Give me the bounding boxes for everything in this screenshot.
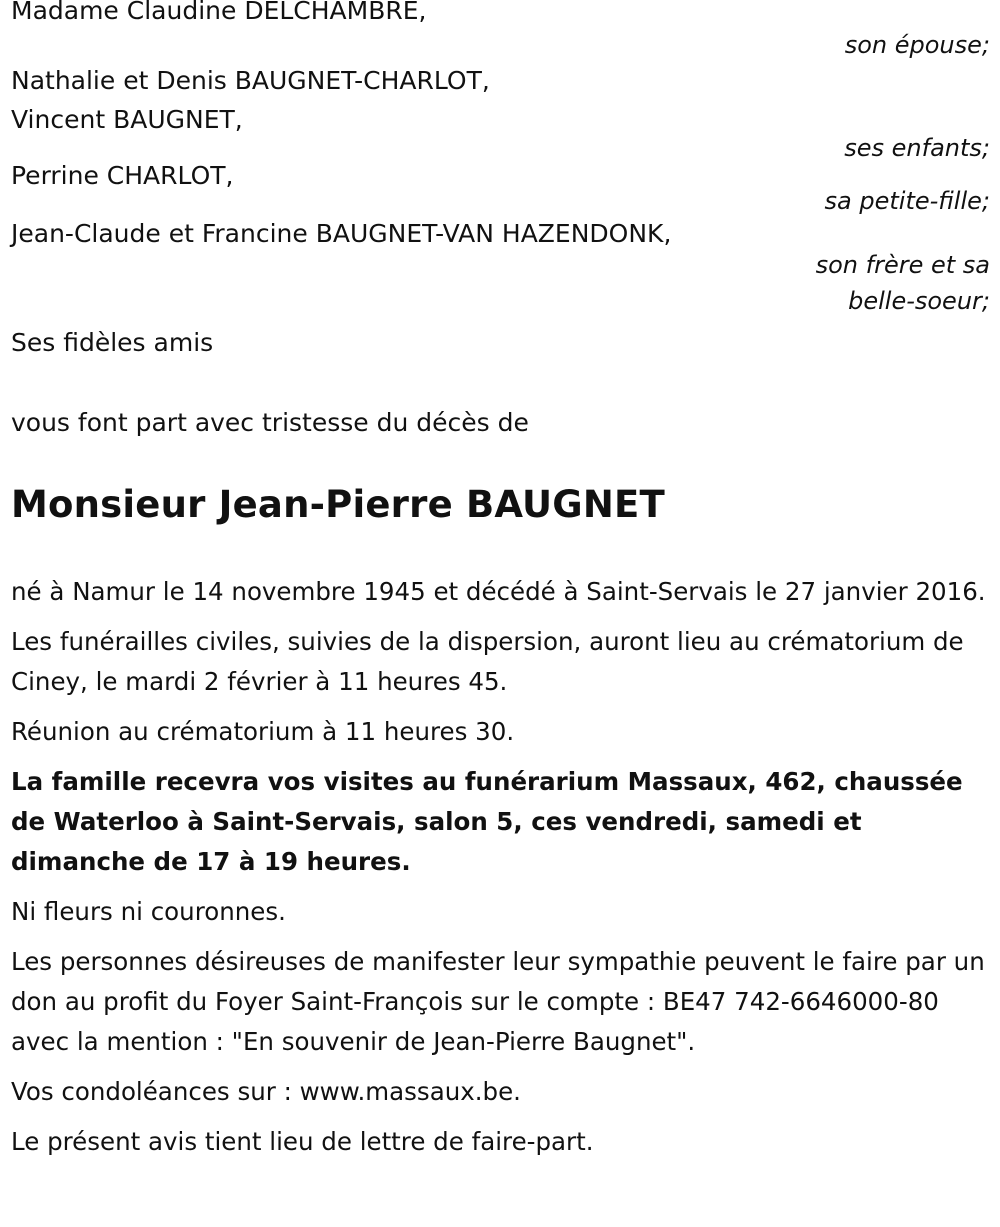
family-group-children (11, 62, 990, 162)
flowers-paragraph: Ni fleurs ni couronnes. (11, 897, 286, 926)
meeting-paragraph: Réunion au crématorium à 11 heures 30. (11, 717, 515, 746)
family-group-sibling (11, 215, 990, 319)
friends-line: Ses fidèles amis (11, 328, 214, 357)
family-names: Vincent BAUGNET, (11, 105, 243, 134)
closing-paragraph: Le présent avis tient lieu de lettre de faire-part. (11, 1127, 594, 1156)
family-group-grandchild (11, 157, 990, 215)
family-role: ses enfants; (844, 134, 990, 162)
family-role: sa petite-fille; (824, 187, 990, 215)
details (11, 572, 990, 1162)
family-names: Madame Claudine DELCHAMBRE, (11, 0, 427, 25)
family-role: son épouse; (844, 31, 990, 59)
family-names: Perrine CHARLOT, (11, 161, 234, 190)
deceased-name: Monsieur Jean-Pierre BAUGNET (11, 483, 665, 526)
condolences-paragraph: Vos condoléances sur : www.massaux.be. (11, 1077, 521, 1106)
family-role: belle-soeur; (848, 287, 990, 315)
family-role: son frère et sa (815, 251, 990, 279)
donation-paragraph: Les personnes désireuses de manifester leur sympathie peuvent le faire par un don au profit du Foyer Saint-François sur le compte : BE47 742-6646000-80 avec la mention : "En souvenir de Jean-Pierre Baugnet". (11, 947, 985, 1056)
intro-line: vous font part avec tristesse du décès de (11, 408, 529, 437)
death-notice (11, 0, 990, 1172)
funeral-paragraph: Les funérailles civiles, suivies de la dispersion, auront lieu au crématorium de Ciney, le mardi 2 février à 11 heures 45. (11, 627, 964, 696)
family-names: Jean-Claude et Francine BAUGNET-VAN HAZENDONK, (11, 219, 672, 248)
birth-death-paragraph: né à Namur le 14 novembre 1945 et décédé à Saint-Servais le 27 janvier 2016. (11, 577, 986, 606)
family-group-spouse (11, 0, 990, 59)
family-names: Nathalie et Denis BAUGNET-CHARLOT, (11, 66, 490, 95)
visits-paragraph: La famille recevra vos visites au funérarium Massaux, 462, chaussée de Waterloo à Saint-Servais, salon 5, ces vendredi, samedi et dimanche de 17 à 19 heures. (11, 767, 963, 876)
